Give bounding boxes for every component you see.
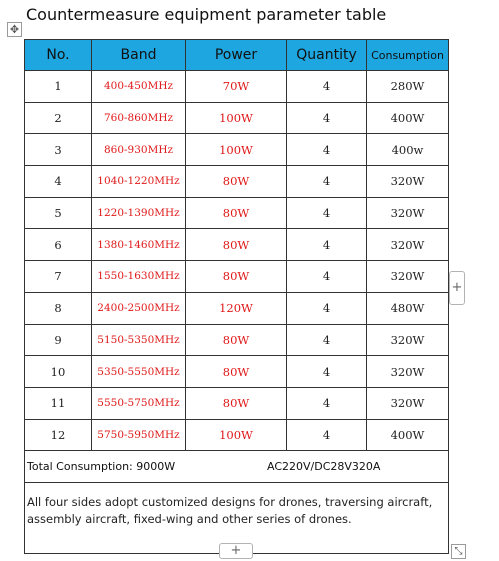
cell-power[interactable]: 80W xyxy=(186,387,287,419)
cell-no[interactable]: 10 xyxy=(25,356,92,388)
cell-no[interactable]: 11 xyxy=(25,387,92,419)
table-row xyxy=(25,71,449,103)
cell-band[interactable]: 1220-1390MHz xyxy=(92,197,186,229)
cell-band[interactable]: 860-930MHz xyxy=(92,134,186,166)
header-consumption[interactable]: Consumption xyxy=(367,40,449,71)
cell-no[interactable]: 6 xyxy=(25,229,92,261)
table-row xyxy=(25,102,449,134)
header-row xyxy=(25,40,449,71)
summary-row xyxy=(25,451,449,483)
move-table-icon[interactable]: ✥ xyxy=(7,22,22,37)
table-row xyxy=(25,324,449,356)
cell-consumption[interactable]: 320W xyxy=(367,197,449,229)
cell-power[interactable]: 70W xyxy=(186,71,287,103)
cell-no[interactable]: 5 xyxy=(25,197,92,229)
cell-power[interactable]: 80W xyxy=(186,356,287,388)
total-consumption: Total Consumption: 9000W xyxy=(27,459,176,473)
header-quantity[interactable]: Quantity xyxy=(287,40,367,71)
cell-no[interactable]: 9 xyxy=(25,324,92,356)
cell-consumption[interactable]: 280W xyxy=(367,71,449,103)
cell-quantity[interactable]: 4 xyxy=(287,356,367,388)
table-row xyxy=(25,419,449,451)
cell-band[interactable]: 1550-1630MHz xyxy=(92,261,186,293)
table-row xyxy=(25,229,449,261)
parameter-table xyxy=(24,39,449,554)
cell-power[interactable]: 80W xyxy=(186,166,287,198)
header-no[interactable]: No. xyxy=(25,40,92,71)
summary-cell[interactable] xyxy=(25,451,449,483)
table-row xyxy=(25,387,449,419)
cell-no[interactable]: 12 xyxy=(25,419,92,451)
cell-no[interactable]: 2 xyxy=(25,102,92,134)
add-column-button[interactable]: + xyxy=(449,271,465,305)
table-row xyxy=(25,292,449,324)
cell-band[interactable]: 1380-1460MHz xyxy=(92,229,186,261)
cell-no[interactable]: 3 xyxy=(25,134,92,166)
cell-no[interactable]: 1 xyxy=(25,71,92,103)
cell-quantity[interactable]: 4 xyxy=(287,102,367,134)
table-row xyxy=(25,134,449,166)
table-row xyxy=(25,197,449,229)
cell-quantity[interactable]: 4 xyxy=(287,229,367,261)
cell-quantity[interactable]: 4 xyxy=(287,197,367,229)
cell-consumption[interactable]: 320W xyxy=(367,324,449,356)
cell-consumption[interactable]: 400W xyxy=(367,102,449,134)
cell-band[interactable]: 5350-5550MHz xyxy=(92,356,186,388)
cell-band[interactable]: 5750-5950MHz xyxy=(92,419,186,451)
cell-band[interactable]: 5150-5350MHz xyxy=(92,324,186,356)
cell-quantity[interactable]: 4 xyxy=(287,387,367,419)
cell-power[interactable]: 80W xyxy=(186,261,287,293)
cell-consumption[interactable]: 320W xyxy=(367,229,449,261)
table-title: Countermeasure equipment parameter table xyxy=(26,5,387,24)
cell-consumption[interactable]: 320W xyxy=(367,166,449,198)
cell-consumption[interactable]: 320W xyxy=(367,387,449,419)
cell-quantity[interactable]: 4 xyxy=(287,134,367,166)
cell-quantity[interactable]: 4 xyxy=(287,419,367,451)
cell-no[interactable]: 4 xyxy=(25,166,92,198)
power-supply: AC220V/DC28V320A xyxy=(267,459,381,473)
note-text: All four sides adopt customized designs for drones, traversing aircraft, assembly aircraft, fixed-wing and other series of drones. xyxy=(27,494,433,526)
cell-quantity[interactable]: 4 xyxy=(287,324,367,356)
cell-power[interactable]: 80W xyxy=(186,229,287,261)
header-band[interactable]: Band xyxy=(92,40,186,71)
cell-power[interactable]: 80W xyxy=(186,197,287,229)
cell-no[interactable]: 7 xyxy=(25,261,92,293)
add-row-button[interactable]: + xyxy=(219,543,253,559)
cell-power[interactable]: 100W xyxy=(186,419,287,451)
header-power[interactable]: Power xyxy=(186,40,287,71)
cell-consumption[interactable]: 320W xyxy=(367,261,449,293)
cell-band[interactable]: 5550-5750MHz xyxy=(92,387,186,419)
cell-power[interactable]: 120W xyxy=(186,292,287,324)
cell-quantity[interactable]: 4 xyxy=(287,166,367,198)
cell-band[interactable]: 760-860MHz xyxy=(92,102,186,134)
table-row xyxy=(25,356,449,388)
cell-band[interactable]: 1040-1220MHz xyxy=(92,166,186,198)
table-row xyxy=(25,261,449,293)
cell-consumption[interactable]: 400W xyxy=(367,419,449,451)
cell-no[interactable]: 8 xyxy=(25,292,92,324)
cell-power[interactable]: 80W xyxy=(186,324,287,356)
cell-quantity[interactable]: 4 xyxy=(287,261,367,293)
cell-band[interactable]: 2400-2500MHz xyxy=(92,292,186,324)
resize-table-icon[interactable]: ⤡ xyxy=(451,544,466,559)
cell-consumption[interactable]: 400w xyxy=(367,134,449,166)
cell-consumption[interactable]: 480W xyxy=(367,292,449,324)
cell-quantity[interactable]: 4 xyxy=(287,71,367,103)
cell-power[interactable]: 100W xyxy=(186,134,287,166)
cell-quantity[interactable]: 4 xyxy=(287,292,367,324)
cell-band[interactable]: 400-450MHz xyxy=(92,71,186,103)
cell-consumption[interactable]: 320W xyxy=(367,356,449,388)
cell-power[interactable]: 100W xyxy=(186,102,287,134)
table-row xyxy=(25,166,449,198)
